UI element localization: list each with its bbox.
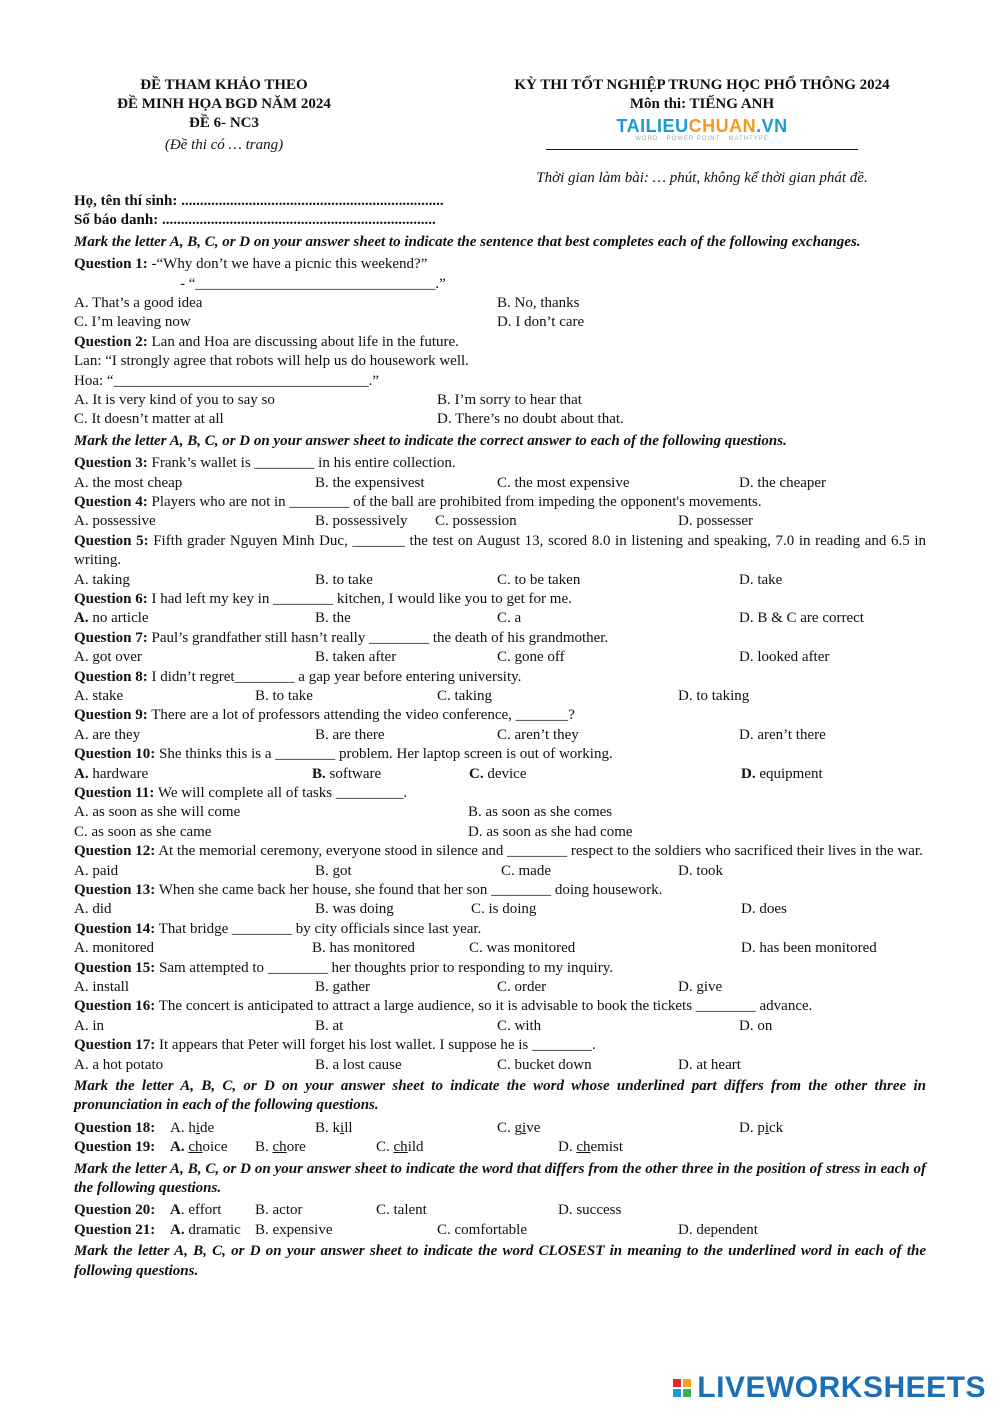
header-divider	[546, 149, 858, 150]
question-4-options	[74, 512, 926, 531]
option-b[interactable]: B. the	[315, 610, 351, 627]
option-a[interactable]: A. install	[74, 978, 129, 995]
question-1-reply: - “________________________________.”	[180, 275, 446, 292]
header-left-note: (Đề thi có … trang)	[164, 137, 284, 153]
option-c[interactable]: C. comfortable	[437, 1221, 527, 1238]
option-d[interactable]: D. does	[741, 901, 787, 918]
option-a[interactable]: A. That’s a good idea	[74, 295, 203, 312]
option-a[interactable]: A. paid	[74, 862, 119, 879]
question-12-options	[74, 862, 926, 881]
instruction-correct-answer: Mark the letter A, B, C, or D on your answer sheet to indicate the correct answer to each of the following questions.	[74, 432, 787, 449]
question-13: Question 13: When she came back her house, she found that her son ________ doing housework.	[74, 881, 663, 898]
question-13-options	[74, 900, 926, 919]
candidate-name: Họ, tên thí sinh: ......................................................................	[74, 193, 444, 209]
option-b[interactable]: B. the expensivest	[315, 474, 425, 491]
option-b[interactable]: B. kill	[315, 1119, 353, 1136]
question-7: Question 7: Paul’s grandfather still hasn’t really ________ the death of his grandmother.	[74, 629, 609, 646]
question-2-hoa: Hoa: “__________________________________.”	[74, 372, 379, 389]
option-c[interactable]: C. bucket down	[497, 1056, 592, 1073]
option-b[interactable]: B. at	[315, 1017, 344, 1034]
option-b[interactable]: B. chore	[255, 1139, 306, 1156]
option-a[interactable]: A. no article	[74, 610, 149, 627]
option-d[interactable]: D. B & C are correct	[739, 610, 864, 627]
option-a[interactable]: A. as soon as she will come	[74, 804, 241, 821]
question-1: Question 1: -“Why don’t we have a picnic this weekend?”	[74, 256, 428, 273]
option-b[interactable]: B. expensive	[255, 1221, 333, 1238]
option-c[interactable]: C. made	[501, 862, 551, 879]
question-2-options-row-2	[74, 410, 926, 429]
question-9: Question 9: There are a lot of professors attending the video conference, _______?	[74, 707, 575, 724]
option-d[interactable]: D. dependent	[678, 1221, 758, 1238]
question-6-options	[74, 609, 926, 628]
header-right	[478, 76, 926, 150]
option-a[interactable]: A. got over	[74, 649, 142, 666]
option-a[interactable]: A. taking	[74, 571, 130, 588]
option-b[interactable]: B. possessively	[315, 513, 408, 530]
option-c[interactable]: C. taking	[437, 688, 492, 705]
liveworksheets-text: LIVEWORKSHEETS	[697, 1371, 986, 1404]
question-14: Question 14: That bridge ________ by city officials since last year.	[74, 920, 482, 937]
instruction-exchanges: Mark the letter A, B, C, or D on your answer sheet to indicate the sentence that best completes each of the following exchanges.	[74, 233, 861, 250]
logo-tagline: WORD · POWER POINT · MATHTYPE	[635, 136, 769, 142]
option-a[interactable]: A. in	[74, 1017, 104, 1034]
option-d[interactable]: D. at heart	[678, 1056, 741, 1073]
option-a[interactable]: A. dramatic	[170, 1221, 241, 1238]
question-5-options	[74, 571, 926, 590]
option-a[interactable]: A. the most cheap	[74, 474, 183, 491]
question-19	[74, 1138, 926, 1157]
option-a[interactable]: A. possessive	[74, 513, 156, 530]
option-a[interactable]: A. hardware	[74, 765, 149, 782]
option-c[interactable]: C. as soon as she came	[74, 823, 212, 840]
option-d[interactable]: D. chemist	[558, 1139, 624, 1156]
exam-page	[74, 70, 926, 1284]
option-d[interactable]: D. possesser	[678, 513, 753, 530]
question-11: Question 11: We will complete all of tasks _________.	[74, 785, 408, 801]
header-left-line-3: ĐỀ 6- NC3	[189, 115, 259, 131]
question-18	[74, 1119, 926, 1138]
question-16: Question 16: The concert is anticipated to attract a large audience, so it is advisable to book the tickets ________ advance.	[74, 998, 813, 1015]
option-d[interactable]: D. as soon as she had come	[468, 823, 633, 840]
question-8-options	[74, 687, 926, 706]
option-b[interactable]: B. to take	[315, 571, 373, 588]
option-c[interactable]: C. gone off	[497, 649, 565, 666]
question-7-options	[74, 648, 926, 667]
question-1-options-row-2	[74, 313, 926, 332]
instruction-pronunciation: Mark the letter A, B, C, or D on your answer sheet to indicate the word whose underlined part differs from the other three in pronunciation in each of the following questions.	[74, 1077, 926, 1114]
option-d[interactable]: D. on	[739, 1017, 773, 1034]
question-14-options	[74, 939, 926, 958]
question-2-options-row-1	[74, 391, 926, 410]
option-c[interactable]: C. order	[497, 978, 547, 995]
option-b[interactable]: B. a lost cause	[315, 1056, 402, 1073]
option-c[interactable]: C. talent	[376, 1202, 427, 1219]
option-a[interactable]: A. hide	[170, 1119, 215, 1136]
question-2-lan: Lan: “I strongly agree that robots will help us do housework well.	[74, 353, 469, 370]
option-a[interactable]: A. effort	[170, 1202, 222, 1219]
question-15-options	[74, 978, 926, 997]
question-4: Question 4: Players who are not in ________ of the ball are prohibited from impeding the opponent's movements.	[74, 494, 762, 511]
option-d[interactable]: D. success	[558, 1202, 622, 1219]
question-19-label: Question 19:	[74, 1139, 156, 1156]
option-c[interactable]: C. to be taken	[497, 571, 581, 588]
question-3: Question 3: Frank’s wallet is ________ in his entire collection.	[74, 455, 456, 472]
question-20-label: Question 20:	[74, 1202, 156, 1219]
option-b[interactable]: B. I’m sorry to hear that	[437, 392, 582, 409]
option-d[interactable]: D. pick	[739, 1119, 784, 1136]
option-b[interactable]: B. actor	[255, 1202, 303, 1219]
option-d[interactable]: D. the cheaper	[739, 474, 827, 491]
option-a[interactable]: A. stake	[74, 688, 124, 705]
question-2: Question 2: Lan and Hoa are discussing about life in the future.	[74, 333, 459, 350]
option-b[interactable]: B. was doing	[315, 901, 394, 918]
question-11-options-row-2	[74, 823, 926, 842]
question-5: Question 5: Fifth grader Nguyen Minh Duc, _______ the test on August 13, scored 8.0 in listening and speaking, 7.0 in reading and 6.5 in writing.	[74, 532, 926, 569]
question-17-options	[74, 1056, 926, 1075]
option-d[interactable]: D. took	[678, 862, 723, 879]
tailieuchuan-logo: TAILIEUCHUAN.VN	[616, 116, 788, 136]
option-d[interactable]: D. has been monitored	[741, 940, 877, 957]
header-left-line-2: ĐỀ MINH HỌA BGD NĂM 2024	[117, 96, 331, 112]
option-c[interactable]: C. the most expensive	[497, 474, 630, 491]
question-17: Question 17: It appears that Peter will forget his lost wallet. I suppose he is ________.	[74, 1037, 596, 1054]
question-18-label: Question 18:	[74, 1119, 156, 1136]
question-6: Question 6: I had left my key in ________ kitchen, I would like you to get for me.	[74, 591, 572, 608]
option-d[interactable]: D. There’s no doubt about that.	[437, 411, 624, 428]
option-b[interactable]: B. gather	[315, 978, 370, 995]
option-d[interactable]: D. I don’t care	[497, 314, 585, 331]
option-c[interactable]: C. It doesn’t matter at all	[74, 411, 224, 428]
option-c[interactable]: C. I’m leaving now	[74, 314, 191, 331]
option-d[interactable]: D. to taking	[678, 688, 750, 705]
exam-title: KỲ THI TỐT NGHIỆP TRUNG HỌC PHỔ THÔNG 2024	[514, 77, 890, 93]
question-10: Question 10: She thinks this is a ________ problem. Her laptop screen is out of working.	[74, 746, 613, 763]
option-c[interactable]: C. a	[497, 610, 522, 627]
header-left	[74, 76, 374, 155]
option-a[interactable]: A. are they	[74, 726, 141, 743]
liveworksheets-icon	[673, 1379, 691, 1397]
option-a[interactable]: A. choice	[170, 1139, 228, 1156]
candidate-id: Số báo danh: .........................................................................	[74, 212, 436, 229]
option-c[interactable]: C. is doing	[471, 901, 537, 918]
question-16-options	[74, 1017, 926, 1036]
option-d[interactable]: D. looked after	[739, 649, 830, 666]
question-21-label: Question 21:	[74, 1221, 156, 1238]
option-c[interactable]: C. possession	[435, 513, 517, 530]
option-a[interactable]: A. did	[74, 901, 112, 918]
instruction-closest: Mark the letter A, B, C, or D on your answer sheet to indicate the word CLOSEST in meaning to the underlined word in each of the following questions.	[74, 1243, 926, 1279]
option-d[interactable]: D. take	[739, 571, 783, 588]
option-d[interactable]: D. aren’t there	[739, 726, 826, 743]
option-b[interactable]: B. are there	[315, 726, 385, 743]
question-10-options	[74, 765, 926, 784]
option-b[interactable]: B. software	[312, 765, 382, 782]
option-b[interactable]: B. No, thanks	[497, 295, 580, 312]
question-11-options-row-1	[74, 803, 926, 822]
header-left-line-1: ĐỀ THAM KHẢO THEO	[140, 77, 308, 93]
instruction-stress: Mark the letter A, B, C, or D on your answer sheet to indicate the word that differs from the other three in the position of stress in each of the following questions.	[74, 1160, 926, 1196]
liveworksheets-logo	[673, 1371, 986, 1405]
time-note: Thời gian làm bài: … phút, không kể thời gian phát đề.	[536, 170, 868, 186]
question-1-options-row-1	[74, 294, 926, 313]
option-a[interactable]: A. a hot potato	[74, 1056, 164, 1073]
exam-subject: Môn thi: TIẾNG ANH	[629, 96, 775, 112]
option-c[interactable]: C. with	[497, 1017, 542, 1034]
question-20	[74, 1201, 926, 1220]
option-c[interactable]: C. give	[497, 1119, 541, 1136]
option-b[interactable]: B. to take	[255, 688, 313, 705]
question-15: Question 15: Sam attempted to ________ her thoughts prior to responding to my inquiry.	[74, 959, 613, 976]
option-b[interactable]: B. as soon as she comes	[468, 804, 613, 821]
option-b[interactable]: B. taken after	[315, 649, 397, 666]
question-12: Question 12: At the memorial ceremony, everyone stood in silence and ________ respect to the soldiers who sacrificed their lives in the war.	[74, 843, 923, 860]
question-3-options	[74, 474, 926, 493]
option-a[interactable]: A. It is very kind of you to say so	[74, 392, 275, 409]
option-c[interactable]: C. aren’t they	[497, 726, 579, 743]
exam-header	[74, 70, 926, 192]
option-d[interactable]: D. give	[678, 978, 723, 995]
question-8: Question 8: I didn’t regret________ a gap year before entering university.	[74, 668, 522, 685]
option-c[interactable]: C. child	[376, 1139, 424, 1156]
question-21	[74, 1221, 926, 1240]
option-c[interactable]: C. device	[469, 765, 527, 782]
option-d[interactable]: D. equipment	[741, 765, 823, 782]
option-b[interactable]: B. has monitored	[312, 940, 415, 957]
option-b[interactable]: B. got	[315, 862, 352, 879]
question-9-options	[74, 726, 926, 745]
option-a[interactable]: A. monitored	[74, 940, 154, 957]
option-c[interactable]: C. was monitored	[469, 940, 576, 957]
